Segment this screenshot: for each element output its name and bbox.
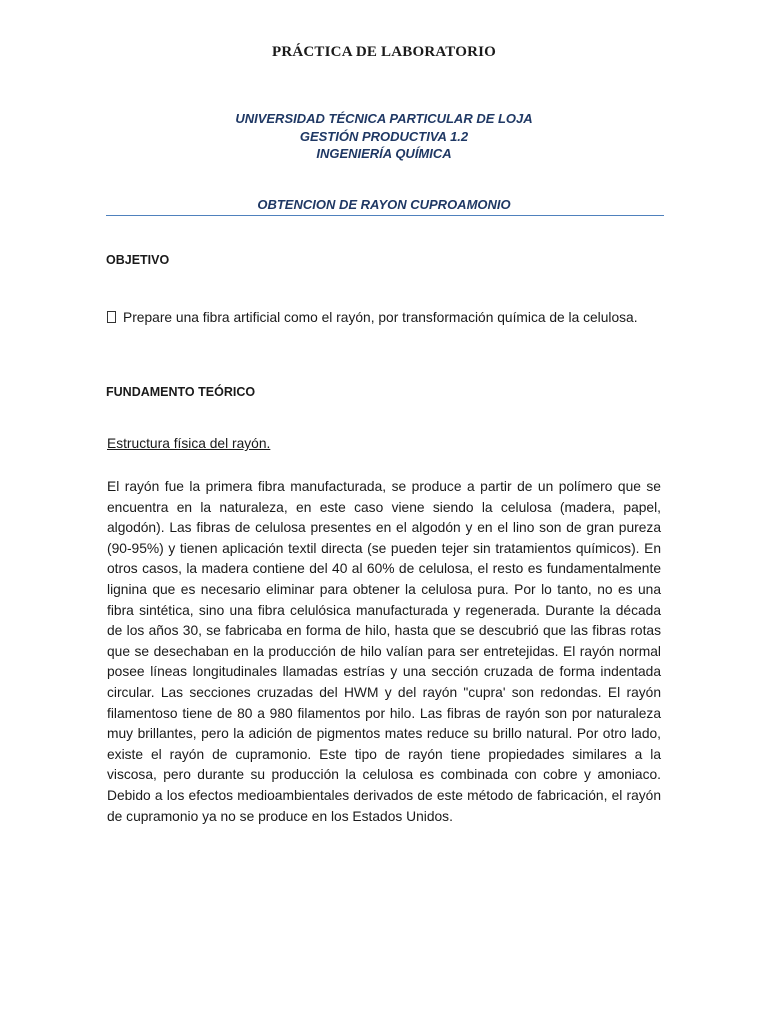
program-name: INGENIERÍA QUÍMICA [316,146,452,161]
section-heading-fundamento: FUNDAMENTO TEÓRICO [106,385,256,399]
subject-title: OBTENCION DE RAYON CUPROAMONIO [257,197,511,212]
course-name: GESTIÓN PRODUCTIVA 1.2 [299,128,469,144]
objective-item [107,307,661,328]
title-divider [106,215,664,216]
body-paragraph: El rayón fue la primera fibra manufacturada, se produce a partir de un polímero que se encuentra en la naturaleza, en este caso viene siendo la celulosa (madera, papel, algodón). Las fibras de celulosa presentes en el algodón y en el lino son de gran pureza (90-95%) y tienen aplicación textil directa (se pueden tejer sin tratamientos químicos). En otros casos, la madera contiene del 40 al 60% de celulosa, el resto es fundamentalmente lignina que es necesario eliminar para obtener la celulosa pura. Por lo tanto, no es una fibra sintética, sino una fibra celulósica manufacturada y regenerada. Durante la década de los años 30, se fabricaba en forma de hilo, hasta que se descubrió que las fibras rotas que se desechaban en la producción de hilo valían para ser entretejidas. El rayón normal posee líneas longitudinales llamadas estrías y una sección cruzada de forma indentada circular. Las secciones cruzadas del HWM y del rayón "cupra' son redondas. El rayón filamentoso tiene de 80 a 980 filamentos por hilo. Las fibras de rayón son por naturaleza muy brillantes, pero la adición de pigmentos mates reduce su brillo natural. Por otro lado, existe el rayón de cupramonio. Este tipo de rayón tiene propiedades similares a la viscosa, pero durante su producción la celulosa es combinada con cobre y amoniaco. Debido a los efectos medioambientales derivados de este método de fabricación, el rayón de cupramonio ya no se produce en los Estados Unidos. [107,479,661,824]
box-bullet-icon [107,311,116,323]
section-heading-objetivo: OBJETIVO [106,253,170,267]
objective-text: Prepare una fibra artificial como el rayón, por transformación química de la celulosa. [123,310,638,325]
subheading-estructura: Estructura física del rayón. [107,436,271,451]
institution-header [0,110,768,163]
document-title: PRÁCTICA DE LABORATORIO [271,44,497,60]
university-name: UNIVERSIDAD TÉCNICA PARTICULAR DE LOJA [235,111,533,126]
